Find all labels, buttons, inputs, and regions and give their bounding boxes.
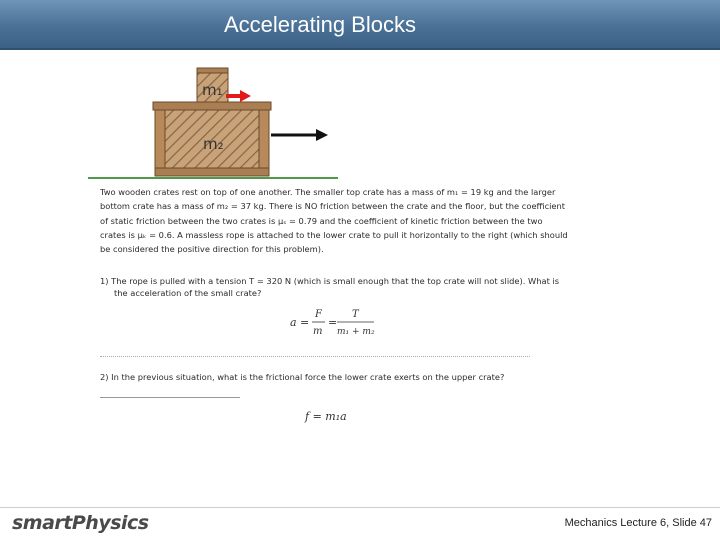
eq1-frac2-num: T [352,309,359,320]
red-arrow-icon [226,90,251,102]
crates-figure [0,60,360,182]
problem-line: of static friction between the two crates is μₛ = 0.79 and the coefficient of kinetic friction between the two [100,215,543,226]
tension-arrow-icon [271,129,328,141]
smartphysics-logo: smartPhysics [12,512,149,534]
problem-line: Two wooden crates rest on top of one another. The smaller top crate has a mass of m₁ = 19 kg and the larger [100,187,556,197]
bottom-crate-label: m₂ [203,135,224,153]
top-crate-label: m₁ [202,81,223,99]
dotted-divider [100,356,530,357]
title-bar [0,0,720,50]
footer-divider [0,507,720,508]
eq1-equals: = [328,316,338,329]
problem-line: bottom crate has a mass of m₂ = 37 kg. There is NO friction between the crate and the floor, but the coefficient [100,201,566,212]
slide-info: Mechanics Lecture 6, Slide 47 [564,517,712,529]
eq1-lhs: a = [290,316,310,329]
question-1 [100,276,570,299]
eq1-frac1-num: F [315,309,322,320]
equation-acceleration [290,306,390,340]
slide-title: Accelerating Blocks [224,12,416,37]
problem-line: be considered the positive direction for this problem). [100,244,324,255]
question-1-line: the acceleration of the small crate? [114,287,262,298]
eq1-frac1-den: m [313,326,323,337]
problem-line: crates is μₖ = 0.6. A massless rope is attached to the lower crate to pull it horizontally to the right (which should [100,229,568,240]
problem-statement [100,185,570,256]
eq1-frac2-den: m₁ + m₂ [337,327,375,337]
question-1-line: 1) The rope is pulled with a tension T = 320 N (which is small enough that the top crate will not slide). What is [100,276,560,286]
question-2: 2) In the previous situation, what is the frictional force the lower crate exerts on the upper crate? [100,372,505,382]
equation-friction: f = m₁a [305,410,347,423]
answer-divider [100,397,240,398]
